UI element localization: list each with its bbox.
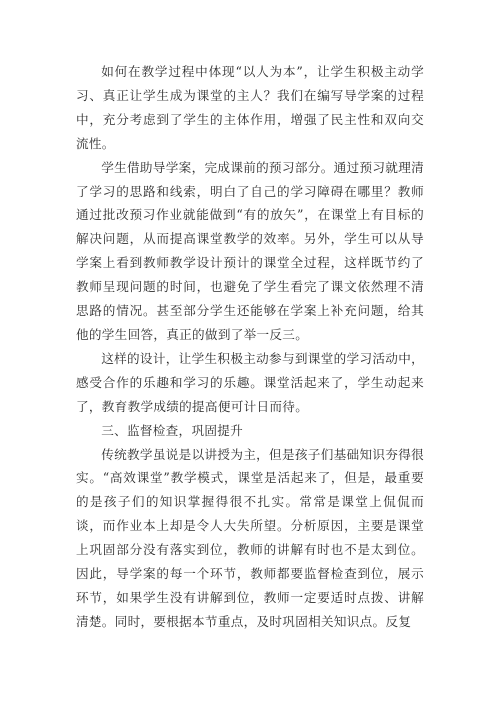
- paragraph-people-oriented: 如何在教学过程中体现“以人为本”，让学生积极主动学习、真正让学生成为课堂的主人？我们在编写导学案的过程中，充分考虑到了学生的主体作用，增强了民主性和双向交流性。: [76, 64, 424, 151]
- paragraph-supervision: 传统教学虽说是以讲授为主，但是孩子们基础知识夯得很实。“高效课堂”教学模式，课堂是活起来了，但是，最重要的是孩子们的知识掌握得很不扎实。常常是课堂上侃侃而谈，而作业本上却是令人大失所望。分析原因，主要是课堂上巩固部分没有落实到位，教师的讲解有时也不是太到位。因此，导学案的每一个环节，教师都要监督检查到位，展示环节，如果学生没有讲解到位，教师一定要适时点拨、讲解清楚。同时，要根据本节重点，及时巩固相关知识点。反复: [76, 446, 424, 629]
- paragraph-preview-guide: 学生借助导学案，完成课前的预习部分。通过预习就理清了学习的思路和线索，明白了自己的学习障碍在哪里？教师通过批改预习作业就能做到“有的放矢”，在课堂上有目标的解决问题，从而提高课堂教学的效率。另外，学生可以从导学案上看到教师教学设计预计的课堂全过程，这样既节约了教师呈现问题的时间，也避免了学生看完了课文依然理不清思路的情况。甚至部分学生还能够在学案上补充问题，给其他的学生回答，真正的做到了举一反三。: [76, 159, 424, 342]
- paragraph-design-benefits: 这样的设计，让学生积极主动参与到课堂的学习活动中，感受合作的乐趣和学习的乐趣。课堂活起来了，学生动起来了，教育教学成绩的提高便可计日而待。: [76, 350, 424, 414]
- section-heading: 三、监督检查，巩固提升: [101, 422, 244, 438]
